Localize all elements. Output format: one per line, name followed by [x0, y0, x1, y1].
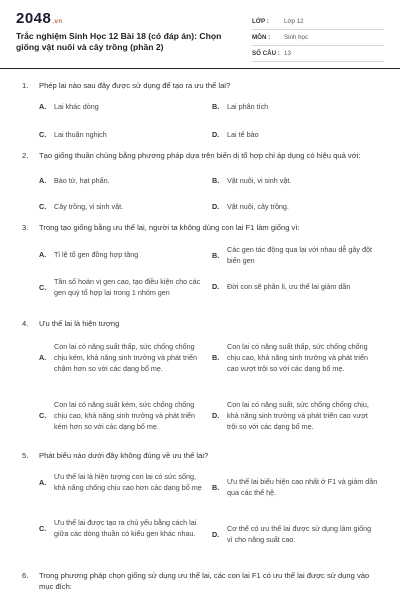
option-letter: C.	[39, 202, 47, 211]
meta-table	[252, 14, 384, 62]
meta-value: Lớp 12	[284, 18, 304, 25]
option-c[interactable]	[39, 276, 207, 298]
question-number: 3.	[22, 223, 29, 232]
option-text: Đời con sẽ phân li, ưu thế lai giảm dần	[227, 282, 351, 291]
option-d[interactable]	[212, 281, 378, 292]
question-header	[22, 318, 378, 329]
site-logo[interactable]	[16, 10, 63, 27]
option-a[interactable]	[39, 175, 199, 186]
option-letter: C.	[39, 130, 47, 139]
option-b[interactable]	[212, 101, 378, 112]
option-text: Con lai có năng suất, sức chống chống chịu, khả năng sinh trưởng và phát triển cao vượt trội so với các dạng bố mẹ.	[227, 400, 369, 431]
option-text: Cây trồng, vi sinh vật.	[54, 202, 124, 211]
question-number: 6.	[22, 571, 29, 580]
option-text: Lai phân tích	[227, 102, 269, 111]
option-letter: D.	[212, 282, 220, 291]
option-text: Con lai có năng suất thấp, sức chống chống chịu cao, khả năng sinh trưởng và phát triển cao vượt trội so với các dạng bố mẹ.	[227, 342, 368, 373]
option-letter: D.	[212, 130, 220, 139]
meta-row-class	[252, 14, 384, 30]
option-letter: A.	[39, 102, 47, 111]
header-divider	[0, 68, 400, 69]
option-c[interactable]	[39, 129, 199, 140]
question-number: 1.	[22, 81, 29, 90]
option-text: Tần số hoán vị gen cao, tạo điều kiện cho các gen quý tổ hợp lại trong 1 nhóm gen	[54, 277, 201, 297]
page-title: Trắc nghiệm Sinh Học 12 Bài 18 (có đáp án): Chọn giống vật nuôi và cây trồng (phần 2)	[16, 31, 222, 52]
meta-value: Sinh học	[284, 34, 309, 41]
option-letter: D.	[212, 529, 220, 539]
option-letter: D.	[212, 411, 220, 420]
question-number: 5.	[22, 451, 29, 460]
option-d[interactable]	[212, 523, 378, 545]
option-text: Cơ thể có ưu thế lai được sử dụng làm giống vì cho năng suất cao.	[227, 524, 372, 544]
option-text: Con lai có năng suất kém, sức chống chống chịu cao, khả năng sinh trưởng và phát triển kém hơn so với các dạng bố mẹ.	[54, 400, 195, 431]
option-d[interactable]	[212, 399, 378, 432]
option-c[interactable]	[39, 201, 199, 212]
option-letter: C.	[39, 282, 47, 292]
header	[0, 0, 400, 68]
option-letter: B.	[212, 102, 220, 111]
logo-sub: .vn	[52, 19, 63, 25]
option-letter: B.	[212, 353, 220, 362]
option-text: Lai khác dòng	[54, 102, 99, 111]
option-letter: A.	[39, 250, 47, 259]
option-letter: B.	[212, 482, 220, 492]
option-b[interactable]	[212, 244, 378, 266]
question-text: Phép lai nào sau đây được sử dụng để tạo ra ưu thế lai?	[39, 81, 231, 90]
option-text: Lai tế bào	[227, 130, 259, 139]
option-a[interactable]	[39, 471, 207, 493]
option-letter: C.	[39, 523, 47, 533]
option-text: Ưu thế lai biểu hiện cao nhất ở F1 và giảm dần qua các thế hệ.	[227, 477, 378, 497]
question-text: Phát biểu nào dưới đây không đúng về ưu thế lai?	[39, 451, 209, 460]
option-text: Vật nuôi, cây trồng.	[227, 202, 289, 211]
option-a[interactable]	[39, 101, 199, 112]
options	[22, 329, 378, 449]
question-number: 4.	[22, 319, 29, 328]
option-b[interactable]	[212, 175, 378, 186]
option-letter: A.	[39, 477, 47, 487]
option-text: Các gen tác động qua lại với nhau dễ gây đột biến gen	[227, 245, 372, 265]
option-letter: A.	[39, 176, 47, 185]
question-4	[22, 318, 378, 449]
question-header	[22, 450, 378, 461]
question-text: Tạo giống thuần chủng bằng phương pháp dựa trên biến dị tổ hợp chỉ áp dụng có hiệu quả với:	[39, 151, 361, 160]
meta-value: 13	[284, 50, 291, 57]
meta-label: SỐ CÂU :	[252, 50, 280, 57]
option-text: Lai thuận nghịch	[54, 130, 107, 139]
option-d[interactable]	[212, 201, 378, 212]
question-1	[22, 80, 378, 147]
question-3	[22, 222, 378, 313]
question-5	[22, 450, 378, 561]
option-text: Ưu thế lai là hiện tượng con lai có sức sống, khả năng chống chịu cao hơn các dạng bố mẹ	[54, 472, 202, 492]
question-text: Ưu thế lai là hiện tượng	[39, 319, 120, 328]
logo-main: 2048	[16, 10, 52, 27]
option-letter: B.	[212, 176, 220, 185]
option-letter: B.	[212, 250, 220, 260]
option-text: Tỉ lệ tổ gen đồng hợp tăng	[54, 250, 139, 259]
option-letter: C.	[39, 411, 47, 420]
options	[22, 161, 378, 217]
option-a[interactable]	[39, 249, 207, 260]
option-text: Bào tử, hạt phấn.	[54, 176, 110, 185]
option-c[interactable]	[39, 517, 207, 539]
option-b[interactable]	[212, 341, 378, 374]
question-text: Trong phương pháp chọn giống sử dụng ưu thế lai, các con lai F1 có ưu thế lai được sử dụng vào mục đích:	[39, 571, 370, 591]
question-header	[22, 80, 378, 91]
option-b[interactable]	[212, 476, 378, 498]
option-c[interactable]	[39, 399, 207, 432]
question-6	[22, 570, 378, 592]
question-header	[22, 222, 378, 233]
meta-label: MÔN :	[252, 34, 271, 41]
meta-row-count	[252, 46, 384, 62]
question-text: Trong tạo giống bằng ưu thế lai, người ta không dùng con lai F1 làm giống vì:	[39, 223, 300, 232]
question-2	[22, 150, 378, 217]
meta-label: LỚP :	[252, 18, 269, 25]
option-a[interactable]	[39, 341, 207, 374]
meta-row-subject	[252, 30, 384, 46]
options	[22, 461, 378, 561]
option-letter: D.	[212, 202, 220, 211]
options	[22, 233, 378, 313]
option-letter: A.	[39, 353, 47, 362]
option-text: Con lai có năng suất thấp, sức chống chống chịu kém, khả năng sinh trưởng và phát triển chậm hơn so với các dạng bố mẹ.	[54, 342, 197, 373]
question-number: 2.	[22, 151, 29, 160]
option-text: Vật nuôi, vi sinh vật.	[227, 176, 292, 185]
question-header	[22, 570, 378, 592]
option-d[interactable]	[212, 129, 378, 140]
question-header	[22, 150, 378, 161]
options	[22, 91, 378, 147]
option-text: Ưu thế lai được tạo ra chủ yếu bằng cách lai giữa các dòng thuần có kiểu gen khác nhau.	[54, 518, 197, 538]
